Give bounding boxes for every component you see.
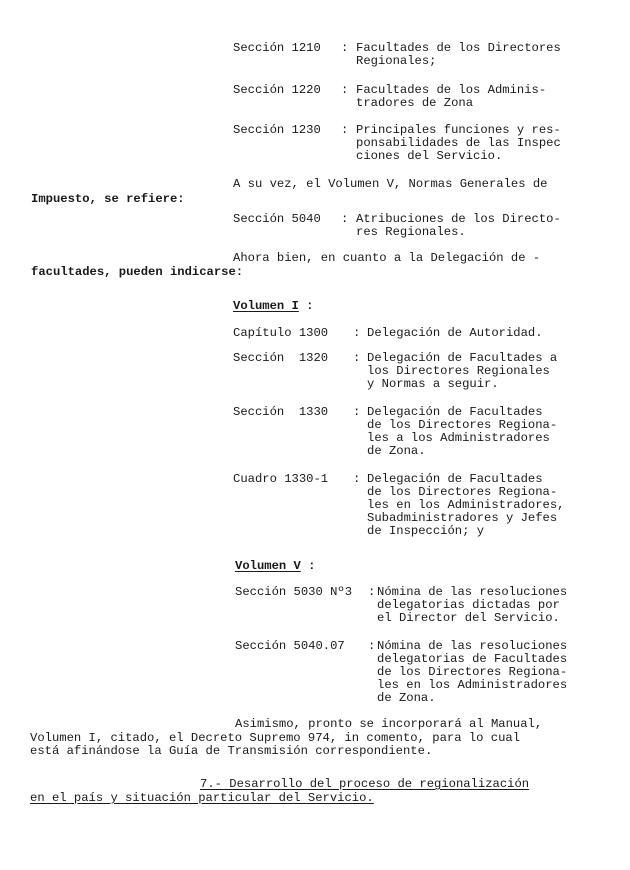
volume-i-heading	[233, 300, 313, 313]
reference-description: Principales funciones y res-	[356, 123, 561, 137]
volume-heading-suffix: :	[300, 559, 316, 573]
reference-description: de Zona.	[367, 444, 426, 458]
reference-description: de Inspección; y	[367, 524, 485, 538]
reference-colon: :	[368, 639, 376, 653]
reference-colon: :	[341, 212, 349, 226]
reference-description: Facultades de los Adminis-	[356, 83, 547, 97]
reference-description: de Zona.	[377, 691, 436, 705]
reference-description: Atribuciones de los Directo-	[356, 212, 561, 226]
reference-description: les en los Administradores,	[367, 498, 565, 512]
paragraph-line: Impuesto, se refiere:	[31, 192, 185, 206]
reference-description: Nómina de las resoluciones	[377, 585, 568, 599]
section-heading: en el país y situación particular del Servicio.	[30, 791, 374, 805]
reference-colon: :	[341, 83, 349, 97]
reference-description: Regionales;	[356, 54, 437, 68]
reference-label: Sección 5040	[233, 212, 321, 226]
reference-description: ponsabilidades de las Inspec	[356, 136, 561, 150]
reference-colon: :	[353, 405, 361, 419]
reference-colon: :	[353, 472, 361, 486]
reference-label: Sección 1330	[233, 405, 329, 419]
volume-heading-suffix: :	[298, 299, 314, 313]
reference-label: Sección 1230	[233, 123, 321, 137]
reference-label: Capítulo 1300	[233, 326, 329, 340]
paragraph-line: Ahora bien, en cuanto a la Delegación de -	[233, 251, 541, 265]
reference-description: res Regionales.	[356, 225, 466, 239]
reference-description: les a los Administradores	[367, 431, 550, 445]
reference-description: los Directores Regionales	[367, 364, 550, 378]
reference-label: Sección 5030 Nº3	[235, 585, 353, 599]
section-heading: 7.- Desarrollo del proceso de regionalización	[200, 777, 530, 791]
reference-description: el Director del Servicio.	[377, 611, 560, 625]
reference-description: y Normas a seguir.	[367, 377, 499, 391]
paragraph-line: A su vez, el Volumen V, Normas Generales de	[233, 177, 548, 191]
reference-description: Nómina de las resoluciones	[377, 639, 568, 653]
reference-description: Delegación de Autoridad.	[367, 326, 543, 340]
reference-description: Subadministradores y Jefes	[367, 511, 558, 525]
volume-heading-label: Volumen I	[233, 299, 299, 313]
reference-description: de los Directores Regiona-	[377, 665, 568, 679]
reference-label: Sección 1320	[233, 351, 329, 365]
reference-description: tradores de Zona	[356, 96, 474, 110]
reference-description: Delegación de Facultades	[367, 472, 543, 486]
reference-colon: :	[341, 123, 349, 137]
reference-colon: :	[341, 41, 349, 55]
reference-description: de los Directores Regiona-	[367, 485, 558, 499]
reference-colon: :	[353, 351, 361, 365]
reference-description: les en los Administradores	[377, 678, 568, 692]
reference-description: delegatorias dictadas por	[377, 598, 560, 612]
reference-colon: :	[353, 326, 361, 340]
reference-label: Sección 5040.07	[235, 639, 345, 653]
reference-description: de los Directores Regiona-	[367, 418, 558, 432]
reference-description: Facultades de los Directores	[356, 41, 561, 55]
paragraph-line: Volumen I, citado, el Decreto Supremo 974, in comento, para lo cual	[30, 731, 521, 745]
reference-description: delegatorias de Facultades	[377, 652, 568, 666]
reference-description: Delegación de Facultades a	[367, 351, 558, 365]
paragraph-line: Asimismo, pronto se incorporará al Manual,	[235, 717, 543, 731]
reference-description: Delegación de Facultades	[367, 405, 543, 419]
reference-label: Cuadro 1330-1	[233, 472, 329, 486]
paragraph-line: está afinándose la Guía de Transmisión correspondiente.	[30, 744, 433, 758]
reference-colon: :	[368, 585, 376, 599]
reference-description: ciones del Servicio.	[356, 149, 503, 163]
paragraph-line: facultades, pueden indicarse:	[31, 265, 244, 279]
reference-label: Sección 1220	[233, 83, 321, 97]
volume-v-heading	[235, 560, 315, 573]
reference-label: Sección 1210	[233, 41, 321, 55]
volume-heading-label: Volumen V	[235, 559, 301, 573]
